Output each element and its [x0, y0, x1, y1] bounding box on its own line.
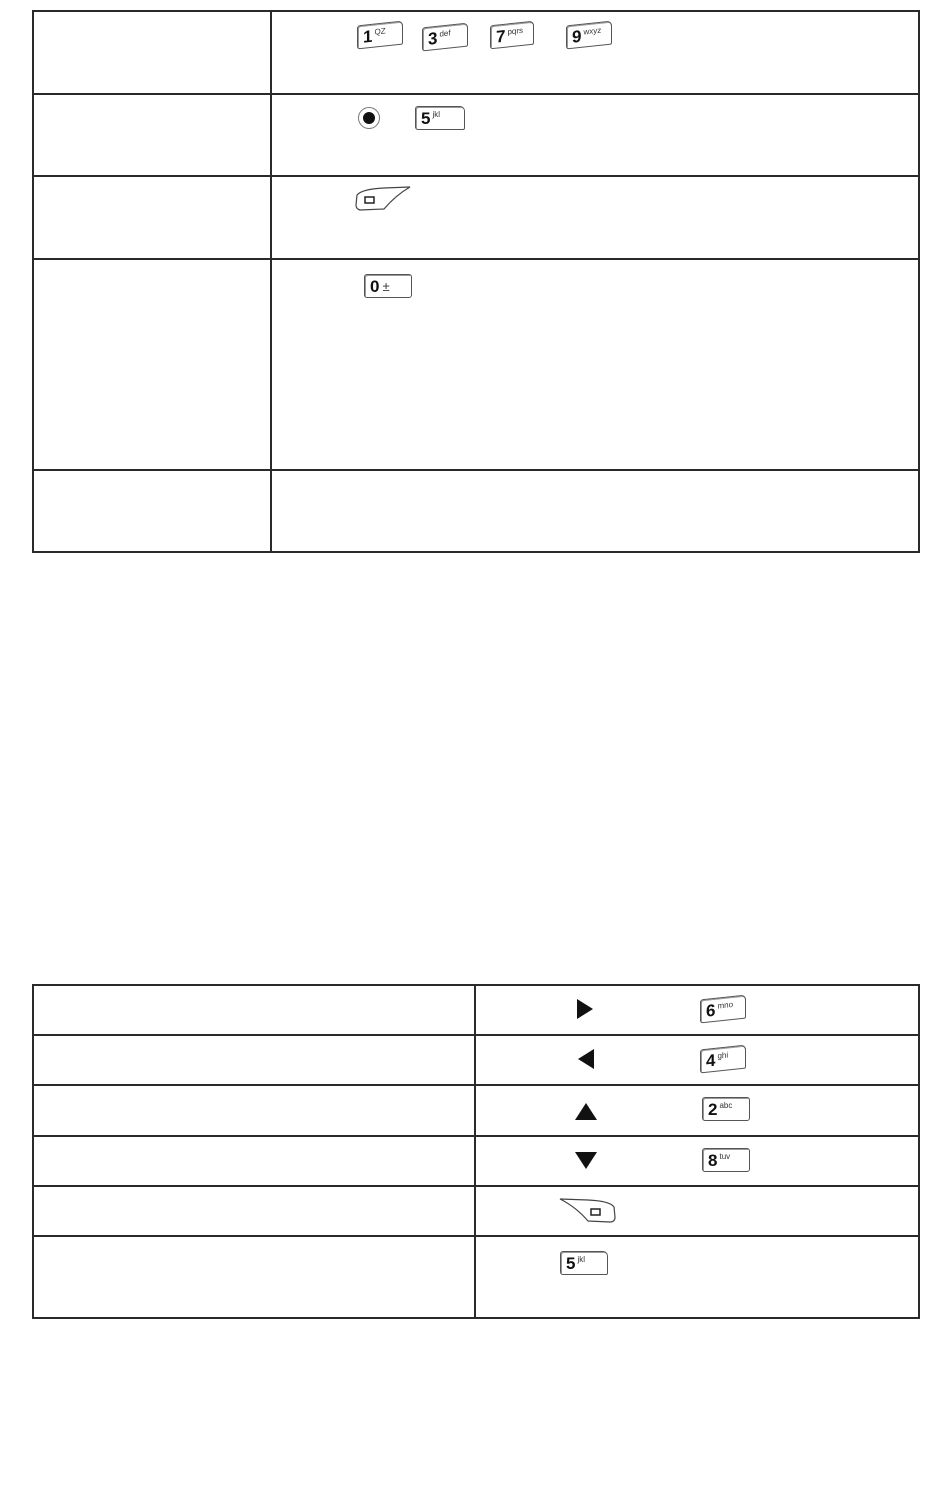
key-6-icon [700, 995, 746, 1024]
table-cell-label [33, 1035, 475, 1085]
table-cell-label [33, 470, 271, 552]
table-row [33, 1236, 919, 1318]
right-arrow-icon [577, 999, 593, 1019]
table-cell-keys [271, 176, 919, 259]
right-soft-key-icon [558, 1197, 618, 1225]
key-letters: mno [717, 999, 734, 1011]
table-cell-label [33, 985, 475, 1035]
key-function-table-2 [32, 984, 920, 1319]
table-row [33, 1186, 919, 1236]
key-8-icon [702, 1148, 750, 1172]
table-cell-keys [475, 1136, 919, 1186]
key-letters: pqrs [507, 25, 524, 37]
key-5-icon [560, 1251, 608, 1275]
down-arrow-icon [575, 1152, 597, 1169]
key-2-icon [702, 1097, 750, 1121]
key-1-icon [357, 21, 403, 50]
key-digit: 9 [572, 26, 582, 47]
key-symbol: ± [382, 278, 390, 294]
table-cell-label [33, 1136, 475, 1186]
key-digit: 5 [421, 108, 431, 128]
key-digit: 2 [708, 1099, 718, 1119]
table-row [33, 470, 919, 552]
key-letters: def [439, 28, 451, 39]
table-row [33, 259, 919, 470]
table-cell-keys [271, 470, 919, 552]
table-cell-label [33, 259, 271, 470]
key-letters: ghi [717, 1050, 729, 1061]
left-soft-key-icon [354, 185, 414, 213]
table-cell-keys [475, 985, 919, 1035]
table-row [33, 1035, 919, 1085]
table-row [33, 1085, 919, 1136]
key-5-icon [415, 106, 465, 130]
key-digit: 1 [363, 26, 373, 47]
table-cell-keys [475, 1035, 919, 1085]
key-digit: 5 [566, 1253, 576, 1273]
key-letters: abc [719, 1101, 733, 1110]
table-cell-keys [475, 1085, 919, 1136]
table-cell-keys [271, 94, 919, 176]
key-digit: 3 [428, 28, 438, 49]
key-letters: jkl [432, 110, 441, 119]
table-cell-label [33, 11, 271, 94]
key-digit: 7 [496, 26, 506, 47]
table-cell-keys [475, 1186, 919, 1236]
key-4-icon [700, 1045, 746, 1074]
table-cell-keys [271, 11, 919, 94]
table-row [33, 176, 919, 259]
ok-button-icon [358, 107, 380, 129]
table-cell-label [33, 176, 271, 259]
key-letters: jkl [577, 1255, 586, 1264]
table-cell-label [33, 1186, 475, 1236]
table-row [33, 985, 919, 1035]
table-row [33, 1136, 919, 1186]
key-letters: QZ [374, 26, 386, 37]
key-function-table-1 [32, 10, 920, 553]
key-letters: tuv [719, 1152, 731, 1161]
key-7-icon [490, 21, 534, 50]
key-digit: 6 [706, 1000, 716, 1021]
table-cell-keys [475, 1236, 919, 1318]
table-row [33, 11, 919, 94]
key-0-icon [364, 274, 412, 298]
key-letters: wxyz [583, 25, 602, 37]
table-cell-label [33, 94, 271, 176]
table-cell-keys [271, 259, 919, 470]
table-cell-label [33, 1085, 475, 1136]
key-9-icon [566, 21, 612, 50]
key-digit: 4 [706, 1050, 716, 1071]
key-3-icon [422, 23, 468, 52]
table-row [33, 94, 919, 176]
up-arrow-icon [575, 1103, 597, 1120]
key-digit: 8 [708, 1150, 718, 1170]
key-digit: 0 [370, 276, 380, 296]
left-arrow-icon [578, 1049, 594, 1069]
table-cell-label [33, 1236, 475, 1318]
